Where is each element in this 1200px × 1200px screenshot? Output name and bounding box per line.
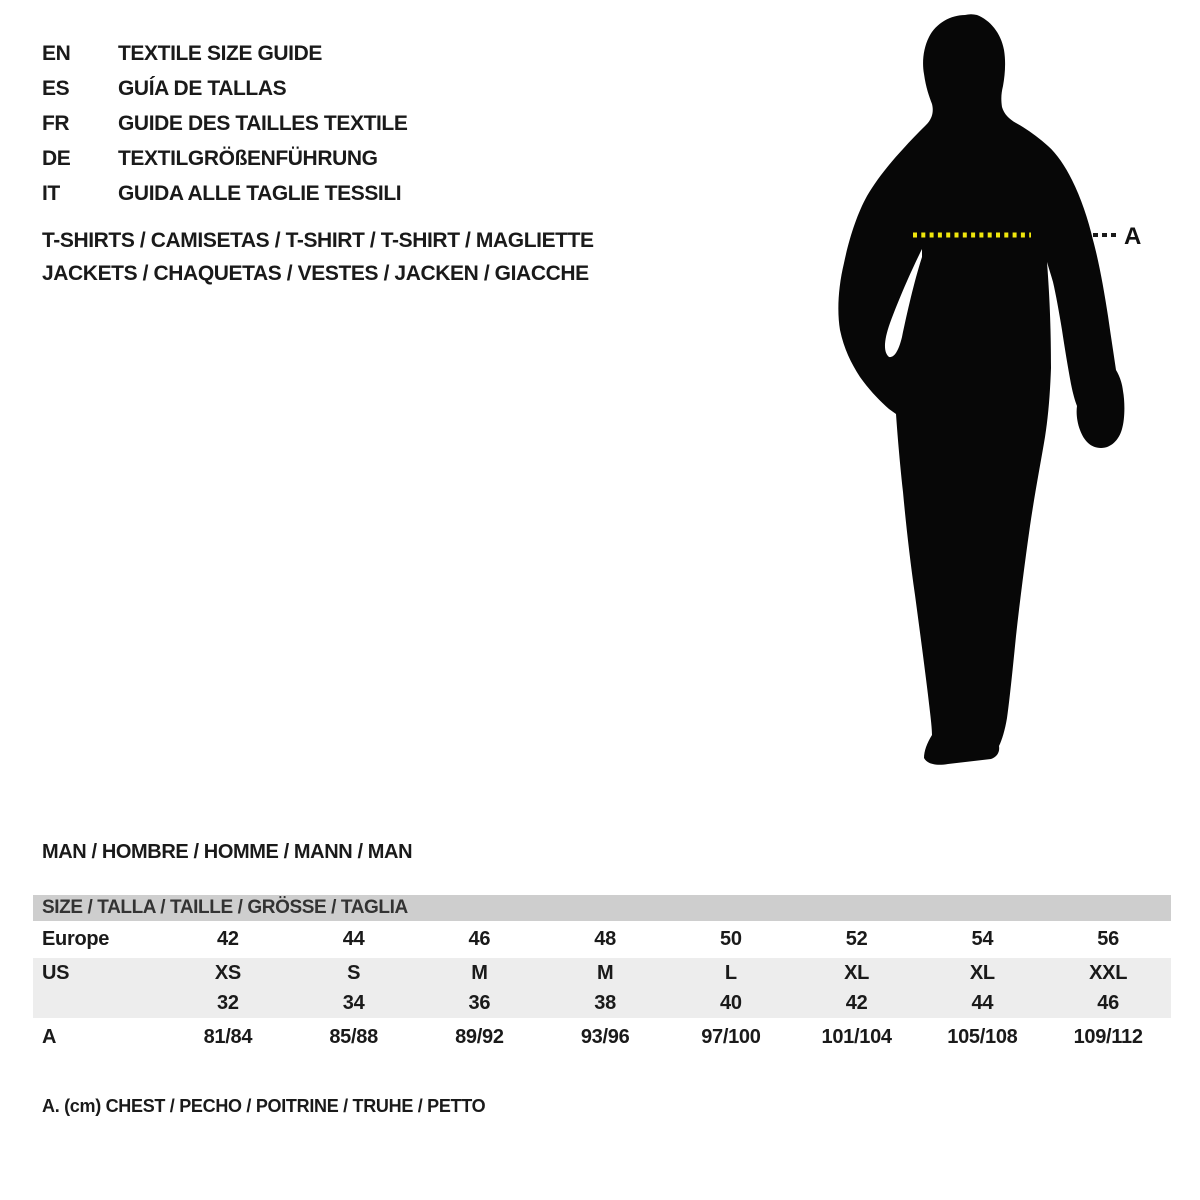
language-label: TEXTILGRÖßENFÜHRUNG	[118, 146, 378, 170]
size-value: 38	[594, 991, 616, 1014]
size-value: 101/104	[821, 1025, 892, 1048]
size-value: XXL	[1089, 961, 1128, 984]
language-row-en	[42, 36, 407, 71]
table-row-numeric	[33, 988, 1171, 1018]
language-list	[42, 36, 407, 211]
size-value: 105/108	[947, 1025, 1018, 1048]
category-lines	[42, 224, 594, 290]
size-value: 44	[971, 991, 994, 1014]
row-label: US	[42, 961, 70, 984]
language-label: GUIDA ALLE TAGLIE TESSILI	[118, 181, 402, 205]
measure-a-label: A	[1124, 223, 1142, 250]
size-value: 42	[217, 928, 239, 950]
category-line-jackets: JACKETS / CHAQUETAS / VESTES / JACKEN / GIACCHE	[42, 262, 589, 285]
size-value: XL	[844, 961, 870, 984]
size-value: 40	[720, 991, 742, 1014]
size-value: 109/112	[1073, 1025, 1143, 1048]
section-title-man: MAN / HOMBRE / HOMME / MANN / MAN	[42, 841, 413, 863]
size-value: XL	[969, 961, 995, 984]
size-value: 32	[217, 991, 239, 1014]
category-line-tshirts: T-SHIRTS / CAMISETAS / T-SHIRT / T-SHIRT / MAGLIETTE	[42, 229, 594, 252]
size-value: 89/92	[455, 1025, 504, 1048]
size-value: 48	[594, 928, 616, 950]
size-value: 93/96	[580, 1025, 630, 1048]
size-value: 46	[1097, 991, 1119, 1014]
table-row-chest-a	[33, 1018, 1171, 1056]
language-code: DE	[42, 146, 71, 170]
size-value: 34	[342, 991, 365, 1014]
size-value: M	[471, 961, 488, 984]
man-silhouette-figure	[820, 0, 1180, 800]
language-row-de	[42, 141, 407, 176]
size-table-header: SIZE / TALLA / TAILLE / GRÖSSE / TAGLIA	[33, 895, 1171, 921]
row-label: Europe	[42, 928, 110, 950]
size-value: 52	[845, 928, 868, 950]
measurement-footnote: A. (cm) CHEST / PECHO / POITRINE / TRUHE / PETTO	[42, 1096, 486, 1116]
language-code: EN	[42, 41, 71, 65]
language-row-es	[42, 71, 407, 106]
size-value: 42	[845, 991, 868, 1014]
size-value: 81/84	[203, 1025, 253, 1048]
man-silhouette-body	[838, 14, 1124, 765]
size-value: 85/88	[329, 1025, 378, 1048]
language-label: GUÍA DE TALLAS	[118, 76, 287, 100]
size-value: 50	[720, 928, 742, 950]
row-label: A	[42, 1025, 57, 1048]
size-value: L	[724, 961, 737, 984]
size-value: XS	[214, 961, 241, 984]
table-row-us	[33, 958, 1171, 988]
size-value: 36	[468, 991, 491, 1014]
size-value: S	[347, 961, 361, 984]
table-row-europe	[33, 921, 1171, 958]
language-code: IT	[42, 181, 60, 205]
size-value: 46	[468, 928, 491, 950]
size-value: 97/100	[701, 1025, 761, 1048]
size-table	[33, 895, 1171, 1056]
size-value: 56	[1097, 928, 1119, 950]
language-row-fr	[42, 106, 407, 141]
size-value: 54	[971, 928, 994, 950]
language-code: ES	[42, 76, 70, 100]
language-row-it	[42, 176, 407, 211]
language-code: FR	[42, 111, 70, 135]
language-label: TEXTILE SIZE GUIDE	[118, 41, 322, 65]
man-silhouette-svg	[820, 0, 1180, 800]
language-label: GUIDE DES TAILLES TEXTILE	[118, 111, 408, 135]
size-value: 44	[342, 928, 365, 950]
size-value: M	[596, 961, 614, 984]
